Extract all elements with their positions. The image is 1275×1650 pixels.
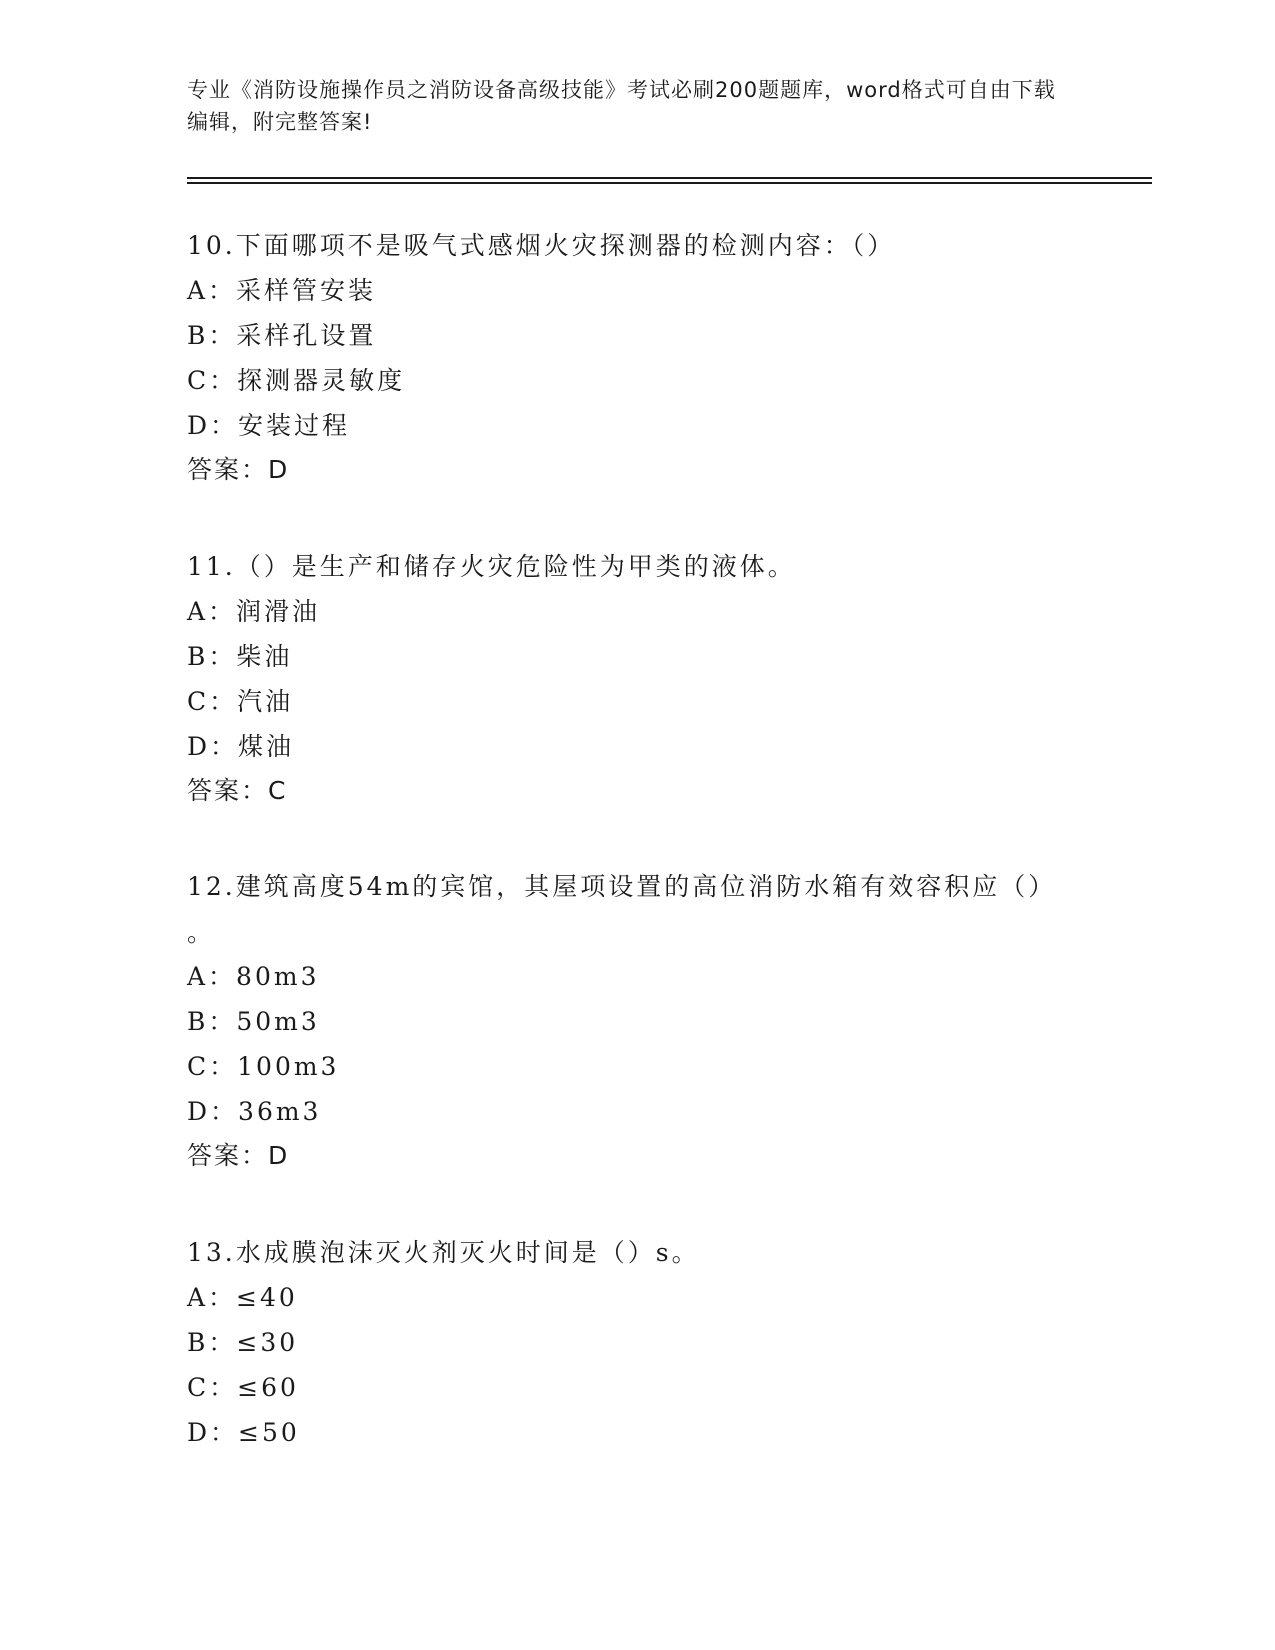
- question-10-option-b: B：采样孔设置: [187, 321, 377, 350]
- question-10-option-d: D：安装过程: [187, 411, 351, 440]
- question-13-stem: 13.水成膜泡沫灭火剂灭火时间是（）s。: [187, 1238, 700, 1267]
- question-12-option-c: C：100m3: [187, 1052, 340, 1081]
- question-13-option-d: D：≤50: [187, 1418, 300, 1447]
- question-10-stem: 10.下面哪项不是吸气式感烟火灾探测器的检测内容：（）: [187, 231, 896, 260]
- question-10-answer: 答案：D: [187, 455, 290, 484]
- header-divider-top: [187, 177, 1152, 179]
- header-divider-bottom: [187, 182, 1152, 184]
- document-header: 专业《消防设施操作员之消防设备高级技能》考试必刷200题题库，word格式可自由下载编辑，附完整答案!: [187, 78, 1056, 134]
- question-10-option-a: A：采样管安装: [187, 276, 377, 305]
- question-11-stem: 11.（）是生产和储存火灾危险性为甲类的液体。: [187, 552, 796, 581]
- question-10-option-c: C：探测器灵敏度: [187, 366, 406, 395]
- question-12-option-a: A：80m3: [187, 962, 320, 991]
- question-13-option-a: A：≤40: [187, 1283, 298, 1312]
- question-11-answer: 答案：C: [187, 776, 288, 805]
- question-12-answer: 答案：D: [187, 1141, 290, 1170]
- question-11-option-d: D：煤油: [187, 732, 295, 761]
- question-11-option-c: C：汽油: [187, 687, 294, 716]
- question-13-option-c: C：≤60: [187, 1373, 299, 1402]
- question-12-stem-continuation: 。: [187, 918, 216, 947]
- question-12-option-b: B：50m3: [187, 1007, 320, 1036]
- question-11-option-a: A：润滑油: [187, 597, 321, 626]
- question-13-option-b: B：≤30: [187, 1328, 299, 1357]
- question-12-stem: 12.建筑高度54m的宾馆，其屋项设置的高位消防水箱有效容积应（）: [187, 872, 1057, 901]
- question-12-option-d: D：36m3: [187, 1097, 322, 1126]
- question-11-option-b: B：柴油: [187, 642, 293, 671]
